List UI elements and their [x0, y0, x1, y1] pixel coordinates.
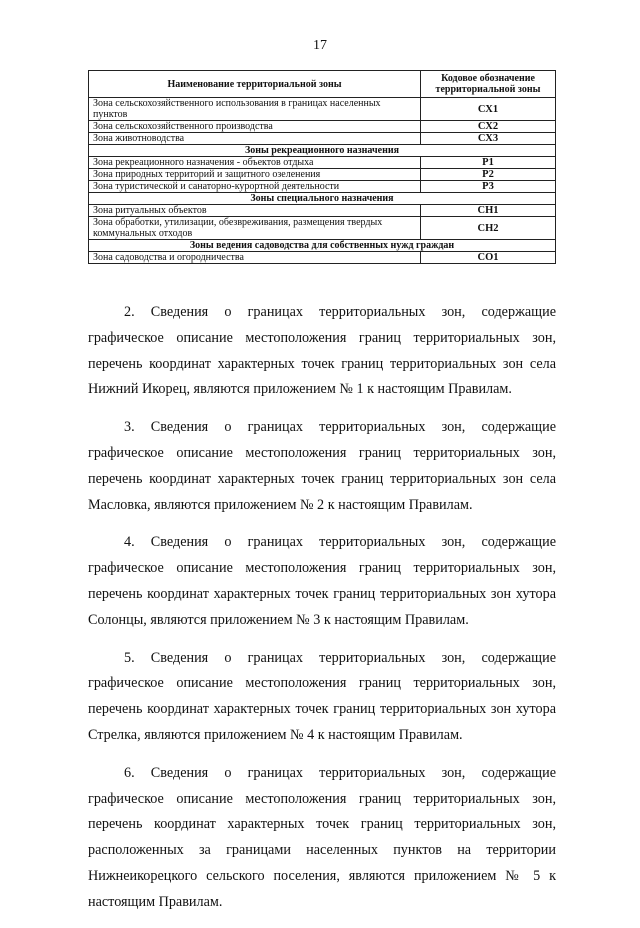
- table-row: [89, 217, 556, 240]
- territorial-zones-table: [88, 70, 556, 264]
- document-body: [88, 300, 556, 928]
- page-number: 17: [313, 38, 327, 53]
- zone-code-cell: СО1: [421, 252, 556, 264]
- header-zone-name: Наименование территориальной зоны: [89, 71, 421, 98]
- table-row: [89, 133, 556, 145]
- paragraph-4: 4. Сведения о границах территориальных зон, содержащие графическое описание местоположения границ территориальных зон, перечень координат характерных точек границ территориальных зон хутора Солонцы, являются приложением № 3 к настоящим Правилам.: [88, 534, 556, 628]
- table-row: [89, 169, 556, 181]
- zone-code-cell: Р3: [421, 181, 556, 193]
- header-zone-code: Кодовое обозначение территориальной зоны: [421, 71, 556, 98]
- table-row: [89, 252, 556, 264]
- section-heading-cell: Зоны специального назначения: [89, 193, 556, 205]
- zone-code-cell: СХ1: [421, 98, 556, 121]
- zone-code-cell: СН1: [421, 205, 556, 217]
- section-heading-cell: Зоны ведения садоводства для собственных нужд граждан: [89, 240, 556, 252]
- zone-name-cell: Зона сельскохозяйственного производства: [89, 121, 421, 133]
- zone-name-cell: Зона рекреационного назначения - объектов отдыха: [89, 157, 421, 169]
- zone-code-cell: СН2: [421, 217, 556, 240]
- section-heading-cell: Зоны рекреационного назначения: [89, 145, 556, 157]
- zone-name-cell: Зона природных территорий и защитного озеленения: [89, 169, 421, 181]
- table-row: [89, 181, 556, 193]
- section-row: [89, 240, 556, 252]
- table-header-row: [89, 71, 556, 98]
- table-row: [89, 121, 556, 133]
- zone-name-cell: Зона садоводства и огородничества: [89, 252, 421, 264]
- paragraph-3: 3. Сведения о границах территориальных зон, содержащие графическое описание местоположения границ территориальных зон, перечень координат характерных точек границ территориальных зон села Масловка, являются приложением № 2 к настоящим Правилам.: [88, 419, 556, 513]
- zone-name-cell: Зона животноводства: [89, 133, 421, 145]
- section-row: [89, 193, 556, 205]
- zone-code-cell: Р1: [421, 157, 556, 169]
- paragraph-5: 5. Сведения о границах территориальных зон, содержащие графическое описание местоположения границ территориальных зон, перечень координат характерных точек границ территориальных зон хутора Стрелка, являются приложением № 4 к настоящим Правилам.: [88, 649, 556, 743]
- zone-name-cell: Зона ритуальных объектов: [89, 205, 421, 217]
- paragraph-2: 2. Сведения о границах территориальных зон, содержащие графическое описание местоположения границ территориальных зон, перечень координат характерных точек границ территориальных зон села Нижний Икорец, являются приложением № 1 к настоящим Правилам.: [88, 304, 556, 398]
- table-row: [89, 98, 556, 121]
- zone-code-cell: Р2: [421, 169, 556, 181]
- zone-code-cell: СХ3: [421, 133, 556, 145]
- zone-code-cell: СХ2: [421, 121, 556, 133]
- zone-name-cell: Зона обработки, утилизации, обезвреживания, размещения твердых коммунальных отходов: [89, 217, 421, 240]
- paragraph-6: 6. Сведения о границах территориальных зон, содержащие графическое описание местоположения границ территориальных зон, перечень координат характерных точек границ территориальных зон, расположенных за границами населенных пунктов на территории Нижнеикорецкого сельского поселения, являются приложением № 5 к настоящим Правилам.: [88, 764, 556, 910]
- zone-name-cell: Зона сельскохозяйственного использования в границах населенных пунктов: [89, 98, 421, 121]
- section-row: [89, 145, 556, 157]
- zone-name-cell: Зона туристической и санаторно-курортной деятельности: [89, 181, 421, 193]
- table-row: [89, 157, 556, 169]
- table-row: [89, 205, 556, 217]
